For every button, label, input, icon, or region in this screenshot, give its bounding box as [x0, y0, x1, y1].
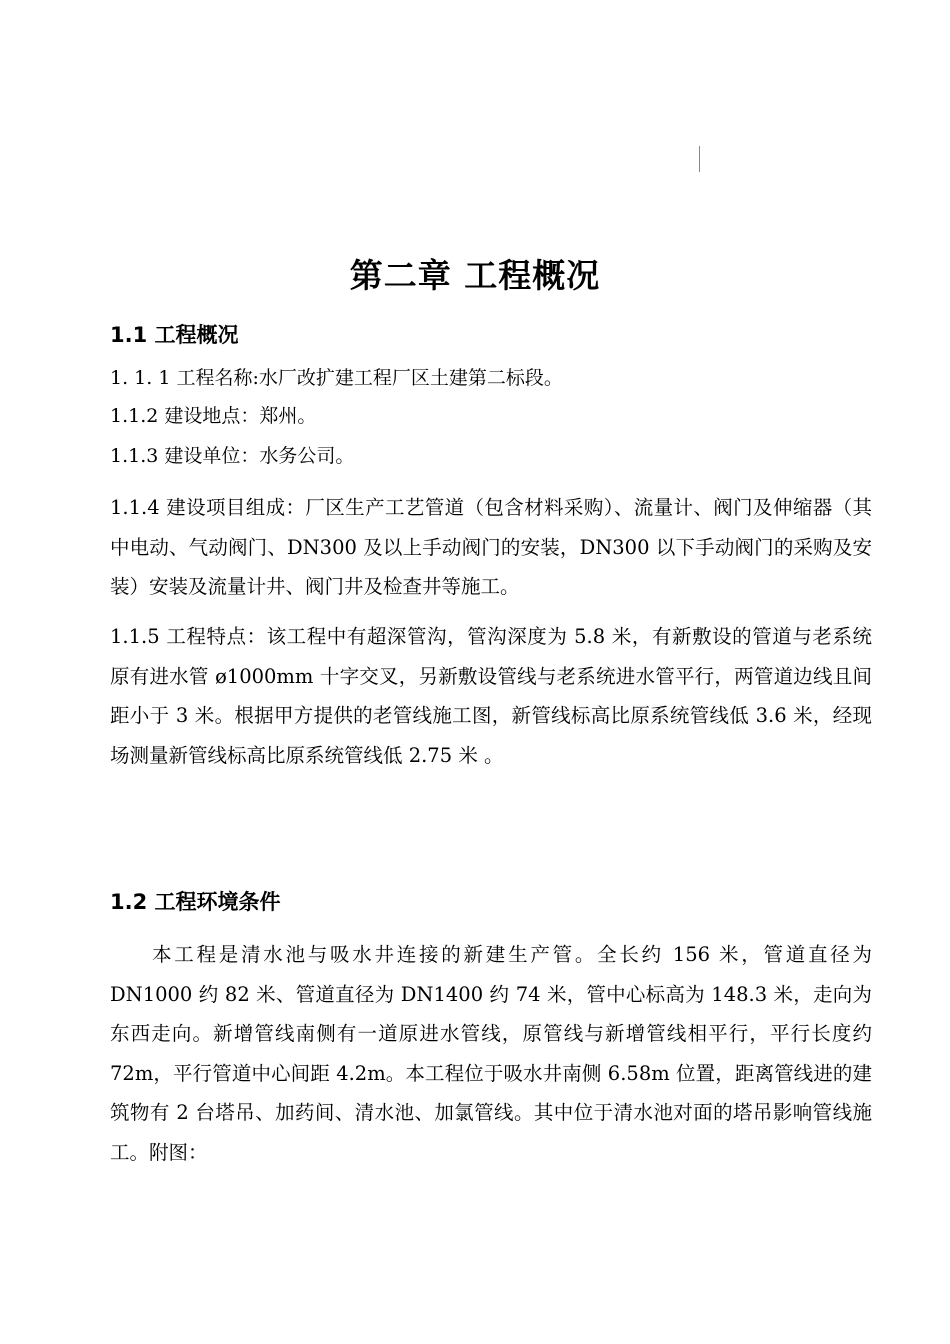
- item-1-1-4: 1.1.4 建设项目组成：厂区生产工艺管道（包含材料采购）、流量计、阀门及伸缩器（其中电动、气动阀门、DN300 及以上手动阀门的安装，DN300 以下手动阀门的采购及安装）安装及流量计井、阀门井及检查井等施工。: [110, 496, 872, 598]
- section-heading-1-1: 1.1 工程概况: [110, 323, 239, 347]
- section-1-2-body: 本工程是清水池与吸水井连接的新建生产管。全长约 156 米，管道直径为 DN1000 约 82 米、管道直径为 DN1400 约 74 米，管中心标高为 148.3 米，走向为东西走向。新增管线南侧有一道原进水管线，原管线与新增管线相平行，平行长度约 72m，平行管道中心间距 4.2m。本工程位于吸水井南侧 6.58m 位置，距离管线进的建筑物有 2 台塔吊、加药间、清水池、加氯管线。其中位于清水池对面的塔吊影响管线施工。附图：: [110, 943, 872, 1164]
- chapter-title: 第二章 工程概况: [349, 256, 601, 295]
- item-1-1-2: 1.1.2 建设地点：郑州。: [110, 405, 317, 427]
- section-heading-1-2: 1.2 工程环境条件: [110, 890, 281, 914]
- text-cursor: [699, 146, 700, 172]
- item-1-1-5: 1.1.5 工程特点：该工程中有超深管沟，管沟深度为 5.8 米，有新敷设的管道与老系统原有进水管 ø1000mm 十字交叉，另新敷设管线与老系统进水管平行，两管道边线且间距小于 3 米。根据甲方提供的老管线施工图，新管线标高比原系统管线低 3.6 米，经现场测量新管线标高比原系统管线低 2.75 米 。: [110, 625, 872, 767]
- item-1-1-1: 1. 1. 1 工程名称:水厂改扩建工程厂区土建第二标段。: [110, 367, 563, 389]
- item-1-1-3: 1.1.3 建设单位：水务公司。: [110, 445, 355, 467]
